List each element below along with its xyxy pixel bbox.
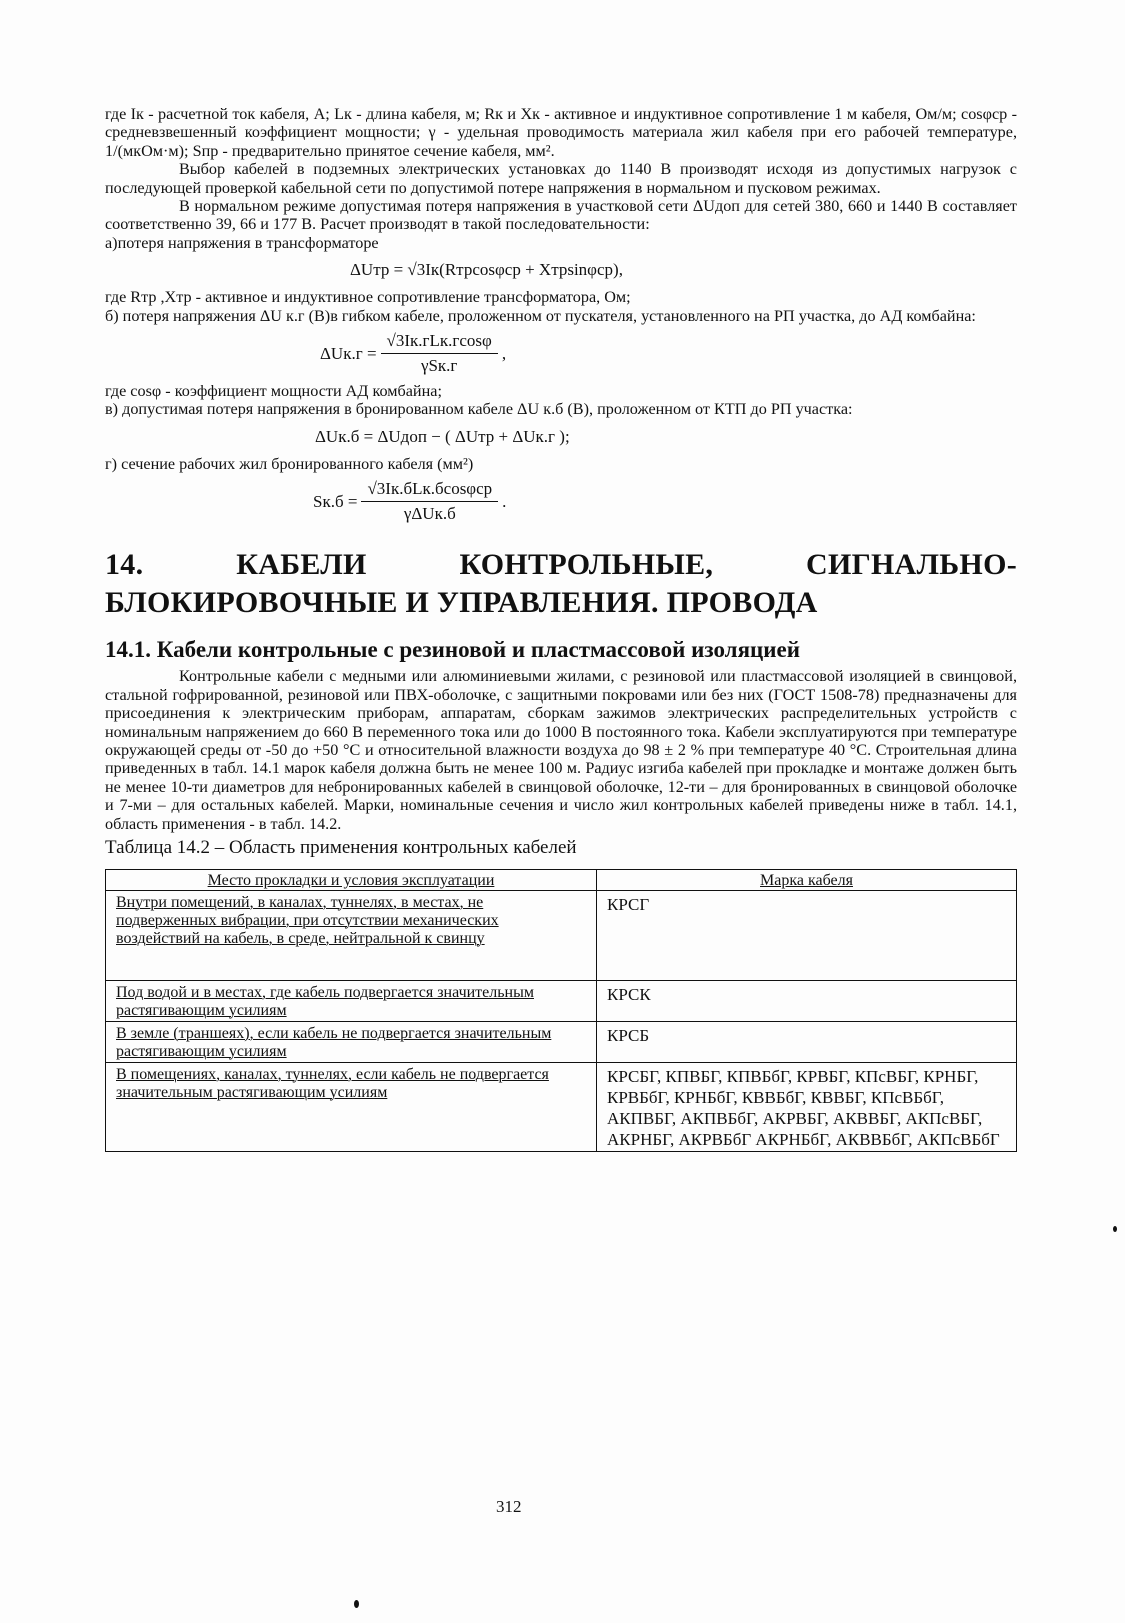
chapter-title: 14. КАБЕЛИ КОНТРОЛЬНЫЕ, СИГНАЛЬНО-БЛОКИРОВОЧНЫЕ И УПРАВЛЕНИЯ. ПРОВОДА [105, 548, 1017, 620]
table-cell-condition: В помещениях, каналах, туннелях, если кабель не подвергается значительным растягивающим усилиям [106, 1062, 597, 1151]
formula-tail: , [501, 343, 507, 363]
formula-armored-cross-section [105, 479, 1017, 524]
formula-denominator: γΔUк.б [403, 504, 456, 524]
formula-numerator: √3Iк.гLк.гcosφ [381, 331, 498, 354]
table-row [106, 1062, 1017, 1151]
page-number: 312 [496, 1497, 522, 1516]
scan-speck [354, 1600, 359, 1608]
section-body: Контрольные кабели с медными или алюминиевыми жилами, с резиновой или пластмассовой изоляцией в свинцовой, стальной гофрированной, резиновой или ПВХ-оболочке, с защитными покровами или без них (ГОСТ 1508-78) предназначены для присоединения к электрическим приборам, аппаратам, сборкам зажимов электрических распределительных устройств с номинальным напряжением до 660 В переменного тока или до 1000 В постоянного тока. Кабели эксплуатируются при температуре окружающей среды от -50 до +50 °С и относительной влажности воздуха до 98 ± 2 % при температуре 40 °С. Строительная длина приведенных в табл. 14.1 марок кабеля должна быть не менее 100 м. Радиус изгиба кабелей при прокладке и монтаже должен быть не менее 10-ти диаметров для небронированных кабелей в свинцовой оболочке, 12-ти – для бронированных в свинцовой оболочке и 7-ми – для остальных кабелей. Марки, номинальные сечения и число жил контрольных кабелей приведены ниже в табл. 14.1, область применения - в табл. 14.2. [105, 667, 1017, 833]
cable-application-table [105, 869, 1017, 1152]
formula-fraction [361, 479, 498, 524]
table-row [106, 980, 1017, 1021]
table-cell-condition: Под водой и в местах, где кабель подвергается значительным растягивающим усилиям [106, 980, 597, 1021]
table-cell-brand: КРСБГ, КПВБГ, КПВБбГ, КРВБГ, КПсВБГ, КРНБГ, КРВБбГ, КРНБбГ, КВВБбГ, КВВБГ, КПсВБбГ, АКПВБГ, АКПВБбГ, АКРВБГ, АКВВБГ, АКПсВБГ, АКРНБГ, АКРВБбГ АКРНБбГ, АКВВБбГ, АКПсВБбГ [597, 1062, 1017, 1151]
intro-paragraph-3: В нормальном режиме допустимая потеря напряжения в участковой сети ΔUдоп для сетей 380, 660 и 1440 В составляет соответственно 39, 66 и 177 В. Расчет производят в такой последовательности: [105, 197, 1017, 234]
formula-lhs: Sк.б = [313, 491, 358, 511]
intro-item-d: г) сечение рабочих жил бронированного кабеля (мм²) [105, 454, 474, 473]
intro-paragraph-1: где Iк - расчетной ток кабеля, А; Lк - длина кабеля, м; Rк и Xк - активное и индуктивное сопротивление 1 м кабеля, Ом/м; cosφср - средневзвешенный коэффициент мощности; γ - удельная проводимость материала жил кабеля при его рабочей температуре, 1/(мкОм·м); Sпр - предварительно принятое сечение кабеля, мм². [105, 105, 1017, 160]
table-header-brand: Марка кабеля [597, 869, 1017, 890]
scan-speck [1113, 1226, 1117, 1232]
table-cell-condition: Внутри помещений, в каналах, туннелях, в местах, не подверженных вибрации, при отсутствии механических воздействий на кабель, в среде, нейтральной к свинцу [106, 890, 597, 980]
table-caption: Таблица 14.2 – Область применения контрольных кабелей [105, 836, 577, 858]
table-cell-brand: КРСБ [597, 1021, 1017, 1062]
intro-item-a: а)потеря напряжения в трансформаторе [105, 233, 379, 252]
intro-paragraph-5: где Rтр ,Xтр - активное и индуктивное сопротивление трансформатора, Ом; [105, 288, 631, 307]
table-header-condition: Место прокладки и условия эксплуатации [106, 869, 597, 890]
table-cell-brand: КРСК [597, 980, 1017, 1021]
section-title: 14.1. Кабели контрольные с резиновой и пластмассовой изоляцией [105, 637, 800, 663]
intro-item-b: б) потеря напряжения ΔU к.г (В)в гибком кабеле, проложенном от пускателя, установленного на РП участка, до АД комбайна: [105, 306, 976, 325]
formula-numerator: √3Iк.бLк.бcosφср [361, 479, 498, 502]
intro-paragraph-7: где cosφ - коэффициент мощности АД комбайна; [105, 382, 442, 401]
formula-flexible-cable-loss [105, 331, 1017, 376]
table-row [106, 890, 1017, 980]
page-content [105, 105, 1017, 1152]
table-cell-brand: КРСГ [597, 890, 1017, 980]
formula-tail: . [502, 491, 507, 511]
formula-lhs: ΔUк.г = [320, 343, 377, 363]
table-cell-condition: В земле (траншеях), если кабель не подвергается значительным растягивающим усилиям [106, 1021, 597, 1062]
intro-item-c: в) допустимая потеря напряжения в бронированном кабеле ΔU к.б (В), проложенном от КТП до РП участка: [105, 400, 853, 419]
table-row [106, 1021, 1017, 1062]
table-header-row [106, 869, 1017, 890]
intro-paragraph-2: Выбор кабелей в подземных электрических установках до 1140 В производят исходя из допустимых нагрузок с последующей проверкой кабельной сети по допустимой потере напряжения в нормальном и пусковом режимах. [105, 160, 1017, 197]
formula-fraction [381, 331, 498, 376]
formula-armored-cable-loss: ΔUк.б = ΔUдоп − ( ΔUтр + ΔUк.г ); [315, 426, 570, 446]
formula-denominator: γSк.г [420, 356, 458, 376]
formula-transformer-loss: ΔUтр = √3Iк(Rтрcosφср + Xтрsinφср), [350, 260, 623, 280]
